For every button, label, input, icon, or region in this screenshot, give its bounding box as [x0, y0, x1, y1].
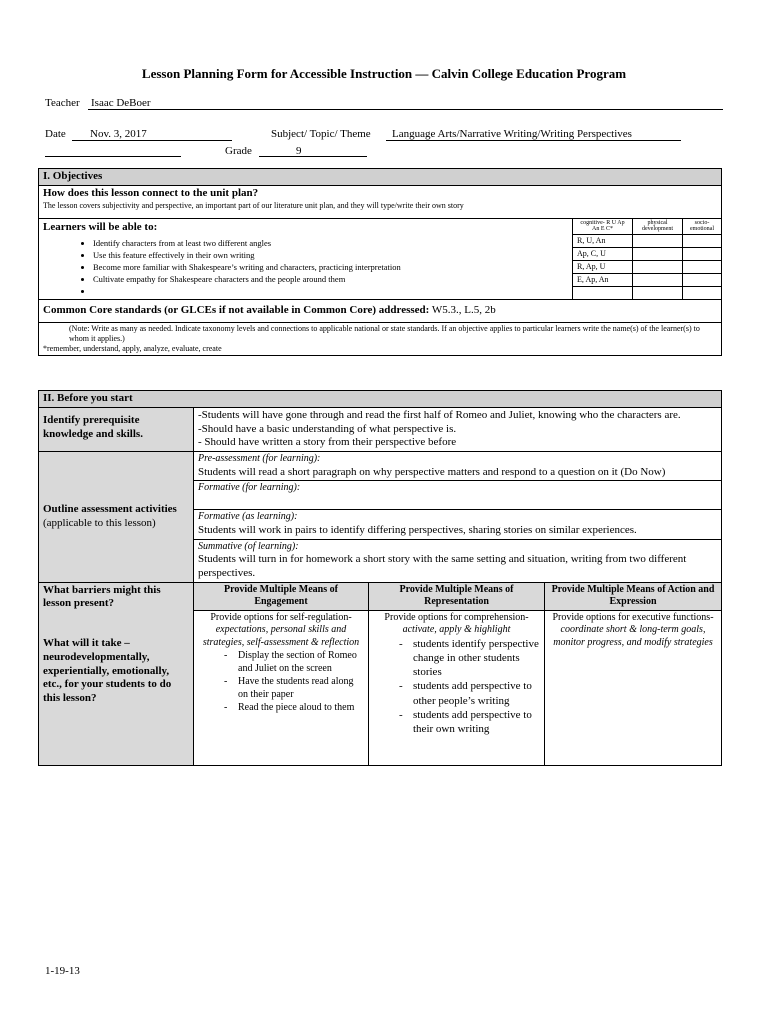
- date-label: Date: [45, 128, 66, 140]
- action-options: coordinate short & long-term goals, monitor progress, and modify strategies: [553, 624, 713, 648]
- grade-line: [259, 156, 367, 157]
- what-will-it-take-question: What will it take – neurodevelopmentally, experientially, emotionally, etc., for your students to do this lesson?: [43, 637, 172, 704]
- col-cognitive: cognitive- R U Ap An E C*: [573, 218, 633, 234]
- assessment-label: Outline assessment activities: [43, 503, 177, 515]
- col-physical: physical development: [633, 218, 683, 234]
- representation-intro: Provide options for comprehension-: [384, 611, 529, 623]
- prereq-line: -Should have a basic understanding of what perspective is.: [198, 422, 457, 435]
- date-line: [72, 140, 232, 141]
- pre-assessment-text: Students will read a short paragraph on why perspective matters and respond to a question on it (Do Now): [198, 465, 666, 478]
- cognitive-level: [573, 286, 633, 299]
- prereq-label: Identify prerequisite knowledge and skills.: [39, 407, 194, 451]
- engagement-item: - Have the students read along on their paper: [238, 675, 364, 701]
- date-value: Nov. 3, 2017: [90, 128, 147, 140]
- teacher-line: [88, 109, 723, 110]
- common-core-value: W5.3., L.5, 2b: [431, 303, 496, 316]
- unit-connection-question: How does this lesson connect to the unit plan?: [43, 186, 259, 199]
- before-table: [38, 390, 722, 766]
- representation-item: - students add perspective to their own writing: [413, 708, 540, 737]
- objective-item: • Cultivate empathy for Shakespeare characters and the people around them: [93, 273, 568, 285]
- objective-item: • Identify characters from at least two different angles: [93, 237, 568, 249]
- formative-as-text: Students will work in pairs to identify differing perspectives, sharing stories on similar experiences.: [198, 523, 637, 536]
- representation-item: - students add perspective to other people’s writing: [413, 679, 540, 708]
- barriers-question: What barriers might this lesson present?: [43, 583, 161, 610]
- unit-connection-answer: The lesson covers subjectivity and perspective, an important part of our literature unit plan, and they will type/write their own story: [43, 200, 464, 210]
- grade-value: 9: [296, 145, 302, 157]
- cognitive-level: Ap, C, U: [573, 247, 633, 260]
- objectives-note: (Note: Write as many as needed. Indicate taxonomy levels and connections to applicable national or state standards. If an objective applies to particular learners write the name(s) of the learner(s) to whom it applies.): [69, 324, 700, 344]
- assessment-sublabel: (applicable to this lesson): [43, 516, 156, 529]
- representation-item: - students identify perspective change in other students stories: [413, 637, 540, 680]
- subject-label: Subject/ Topic/ Theme: [271, 128, 371, 140]
- formative-as-label: Formative (as learning):: [198, 511, 298, 523]
- prereq-line: - Should have written a story from their perspective before: [198, 436, 457, 449]
- representation-options: activate, apply & highlight: [402, 624, 511, 635]
- col-socio: socio- emotional: [683, 218, 722, 234]
- footer-date: 1-19-13: [45, 965, 80, 977]
- before-heading: II. Before you start: [39, 391, 722, 408]
- engagement-options: expectations, personal skills and strategies, self-assessment & reflection: [202, 624, 360, 648]
- engagement-item: - Read the piece aloud to them: [238, 701, 364, 714]
- subject-value: Language Arts/Narrative Writing/Writing Perspectives: [392, 128, 632, 140]
- subject-line-continued: [45, 156, 181, 157]
- page-title: Lesson Planning Form for Accessible Instruction — Calvin College Education Program: [141, 66, 627, 81]
- objective-item: • Become more familiar with Shakespeare’s writing and characters, practicing interpretation: [93, 261, 568, 273]
- engagement-item: - Display the section of Romeo and Juliet on the screen: [238, 649, 364, 675]
- learners-label: Learners will be able to:: [43, 220, 158, 233]
- pre-assessment-label: Pre-assessment (for learning):: [198, 453, 321, 464]
- cognitive-level: E, Ap, An: [573, 273, 633, 286]
- objective-item: • Use this feature effectively in their own writing: [93, 249, 568, 261]
- engagement-header: Provide Multiple Means of Engagement: [194, 582, 369, 610]
- prereq-line: -Students will have gone through and read the first half of Romeo and Juliet, knowing who the characters are.: [198, 408, 681, 421]
- objective-item: [93, 285, 568, 297]
- cognitive-level: R, U, An: [573, 234, 633, 247]
- common-core-label: Common Core standards (or GLCEs if not available in Common Core) addressed:: [43, 303, 430, 316]
- representation-list: [373, 637, 540, 737]
- engagement-intro: Provide options for self-regulation-: [210, 611, 352, 623]
- taxonomy-footnote: *remember, understand, apply, analyze, evaluate, create: [43, 344, 222, 354]
- grade-label: Grade: [225, 145, 252, 157]
- objectives-table: [38, 168, 722, 356]
- representation-header: Provide Multiple Means of Representation: [369, 582, 545, 610]
- objectives-heading: I. Objectives: [39, 169, 722, 186]
- summative-label: Summative (of learning):: [198, 540, 299, 552]
- action-intro: Provide options for executive functions-: [552, 611, 714, 623]
- teacher-value: Isaac DeBoer: [91, 97, 151, 109]
- formative-for-label: Formative (for learning):: [198, 482, 301, 494]
- teacher-label: Teacher: [45, 97, 80, 109]
- subject-line: [386, 140, 681, 141]
- engagement-list: [198, 649, 364, 714]
- cognitive-level: R, Ap, U: [573, 260, 633, 273]
- summative-text: Students will turn in for homework a short story with the same setting and situation, writing from two different perspectives.: [198, 553, 687, 579]
- objectives-list: [43, 237, 568, 297]
- action-expression-header: Provide Multiple Means of Action and Expression: [545, 582, 722, 610]
